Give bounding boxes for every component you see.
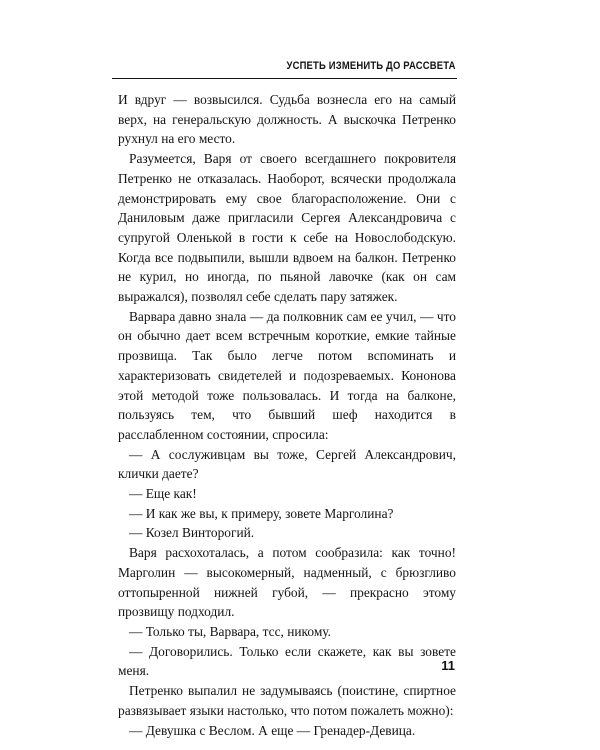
dialogue-line: — А сослуживцам вы тоже, Сергей Александрович, клички даете? (118, 446, 456, 482)
header-divider (112, 78, 457, 79)
paragraph: И вдруг — возвысился. Судьба вознесла его на самый верх, на генеральскую должность. А выскочка Петренко рухнул на его место. (118, 92, 456, 147)
dialogue-line: — Только ты, Варвара, тсс, никому. (129, 623, 331, 639)
page-number: 11 (441, 658, 455, 673)
paragraph: Варя расхохоталась, а потом сообразила: как точно! Марголин — высокомерный, надменный, с брюзгливо оттопыренной нижней губой, — прекрасно этому прозвищу подходил. (118, 545, 456, 620)
paragraph: Разумеется, Варя от своего всегдашнего покровителя Петренко не отказалась. Наоборот, всячески продолжала демонстрировать ему свое благорасположение. Они с Даниловым даже пригласили Сергея Александровича с супругой Оленькой в гости к себе на Новослободскую. Когда все подвыпили, вышли вдвоем на балкон. Петренко не курил, но иногда, по пьяной лавочке (как он сам выражался), позволял себе сделать пару затяжек. (118, 151, 456, 305)
dialogue-line: — Козел Винторогий. (129, 525, 255, 541)
running-header: УСПЕТЬ ИЗМЕНИТЬ ДО РАССВЕТА (286, 60, 456, 72)
dialogue-line: — Договорились. Только если скажете, как вы зовете меня. (118, 643, 456, 679)
paragraph: Петренко выпалил не задумываясь (поистине, спиртное развязывает языки настолько, что потом пожалеть можно): (118, 683, 456, 718)
dialogue-line: — Девушка с Веслом. А еще — Гренадер-Девица. (129, 722, 416, 738)
paragraph: Варвара давно знала — да полковник сам ее учил, — что он обычно дает всем встречным короткие, емкие тайные прозвища. Так было легче потом вспоминать и характеризовать свидетелей и подозреваемых. Кононова этой методой тоже пользовалась. И тогда на балконе, пользуясь тем, что бывший шеф находится в расслабленном состоянии, спросила: (118, 308, 456, 442)
dialogue-line: — Еще как! (129, 486, 197, 502)
dialogue-line: — И как же вы, к примеру, зовете Марголина? (129, 505, 394, 521)
body-text (118, 90, 456, 740)
